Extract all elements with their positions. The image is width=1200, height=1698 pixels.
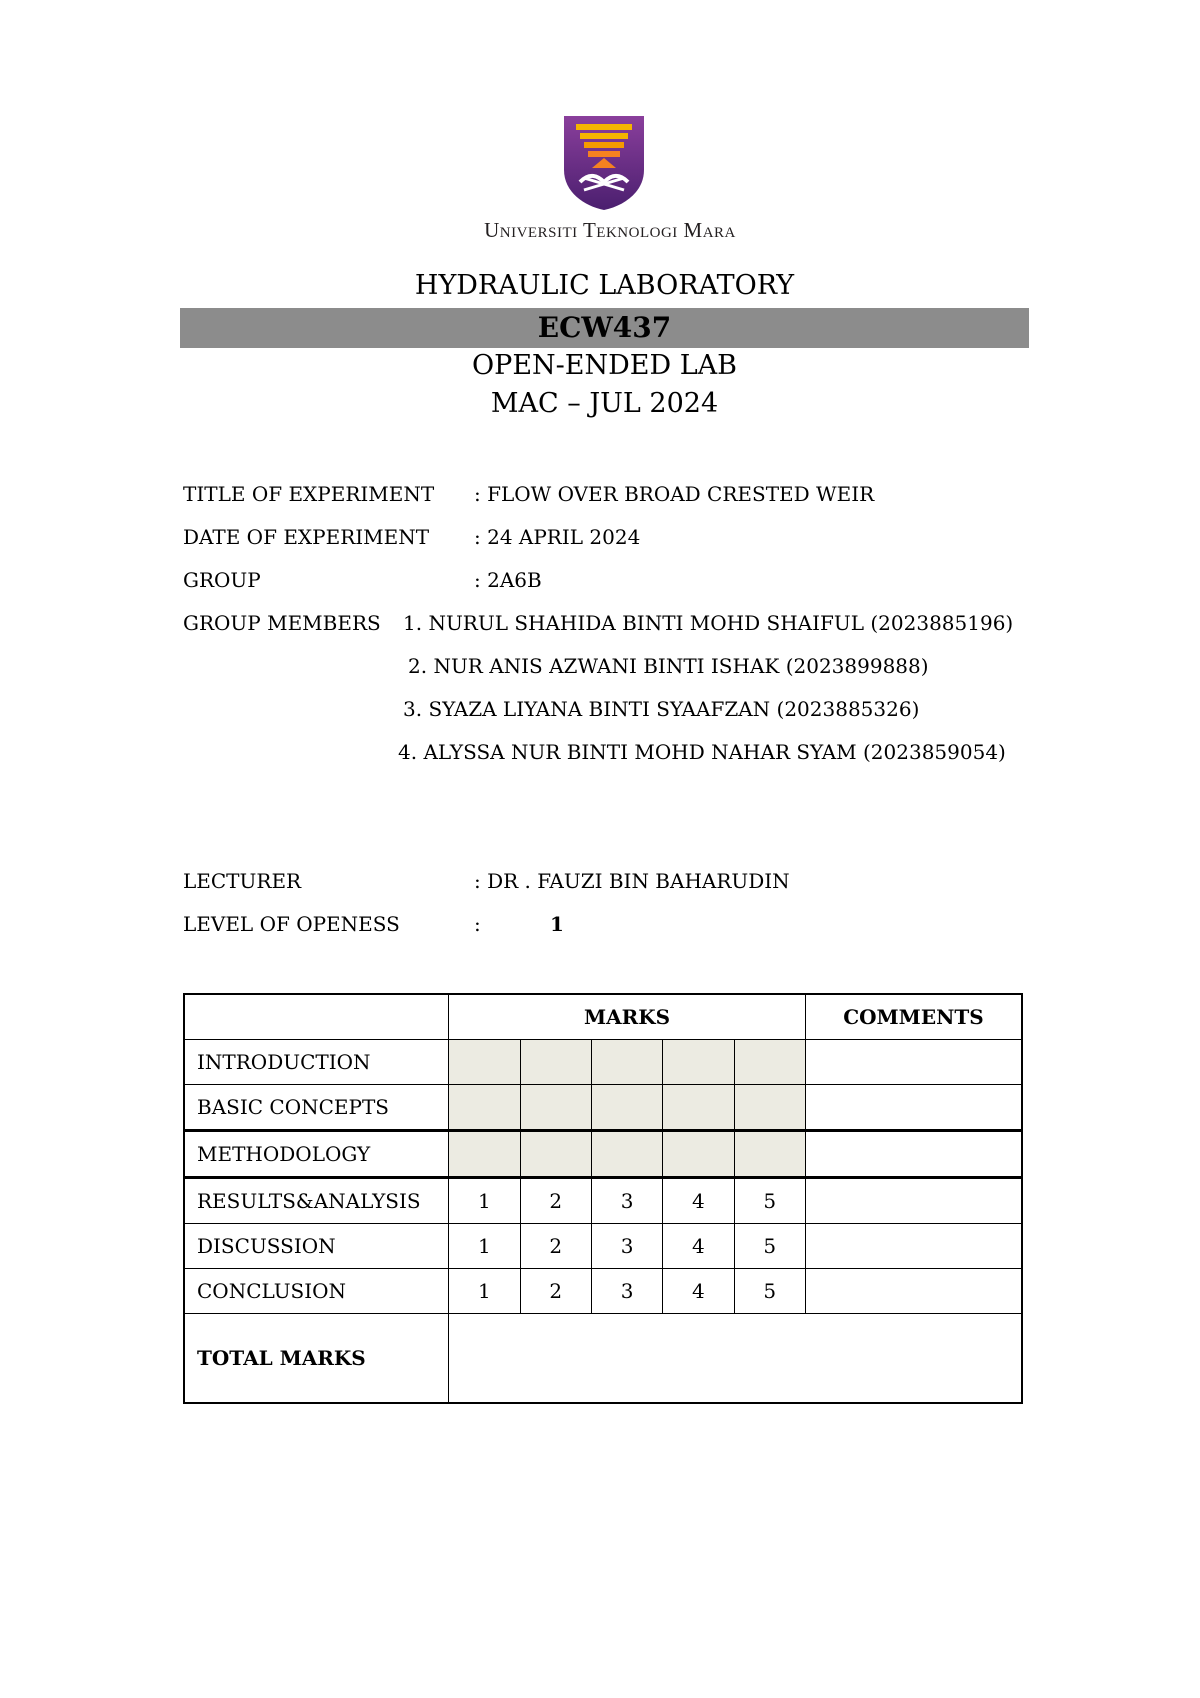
table-row [184,1131,1022,1178]
member-2: 2. NUR ANIS AZWANI BINTI ISHAK (2023899888) [408,654,929,678]
row-label: CONCLUSION [184,1269,449,1314]
lecturer-value: : DR . FAUZI BIN BAHARUDIN [474,869,790,893]
row-label: BASIC CONCEPTS [184,1085,449,1131]
score-cell[interactable]: 1 [449,1269,520,1314]
comments-header: COMMENTS [805,994,1022,1040]
total-value-cell[interactable] [449,1314,1022,1404]
score-cell[interactable] [663,1131,734,1178]
score-cell[interactable]: 5 [734,1269,805,1314]
comment-cell[interactable] [805,1178,1022,1224]
member-4: 4. ALYSSA NUR BINTI MOHD NAHAR SYAM (2023859054) [398,740,1006,764]
row-label: METHODOLOGY [184,1131,449,1178]
row-label: RESULTS&ANALYSIS [184,1178,449,1224]
score-cell[interactable]: 5 [734,1178,805,1224]
score-cell[interactable] [591,1040,662,1085]
score-cell[interactable] [663,1085,734,1131]
openness-value: 1 [550,912,564,936]
uitm-crest-icon [560,112,648,212]
corner-cell [184,994,449,1040]
comment-cell[interactable] [805,1085,1022,1131]
session: MAC – JUL 2024 [490,388,719,419]
score-cell[interactable] [734,1131,805,1178]
comment-cell[interactable] [805,1131,1022,1178]
score-cell[interactable]: 2 [520,1178,591,1224]
score-cell[interactable]: 1 [449,1224,520,1269]
group-value: : 2A6B [474,568,542,592]
lab-type: OPEN-ENDED LAB [472,350,737,381]
score-cell[interactable] [520,1085,591,1131]
lab-title: HYDRAULIC LABORATORY [414,270,795,301]
score-cell[interactable] [734,1040,805,1085]
marks-header: MARKS [449,994,806,1040]
score-cell[interactable]: 4 [663,1269,734,1314]
score-cell[interactable] [520,1040,591,1085]
title-value: : FLOW OVER BROAD CRESTED WEIR [474,482,875,506]
table-row [184,1224,1022,1269]
member-3: 3. SYAZA LIYANA BINTI SYAAFZAN (2023885326) [403,697,920,721]
score-cell[interactable]: 4 [663,1224,734,1269]
score-cell[interactable]: 1 [449,1178,520,1224]
marks-table [183,993,1023,1404]
openness-label: LEVEL OF OPENESS [183,912,400,936]
score-cell[interactable] [591,1085,662,1131]
university-name: Universiti Teknologi Mara [484,218,736,242]
row-label: DISCUSSION [184,1224,449,1269]
score-cell[interactable]: 4 [663,1178,734,1224]
group-label: GROUP [183,568,261,592]
score-cell[interactable] [449,1131,520,1178]
table-row [184,1085,1022,1131]
course-code: ECW437 [537,311,672,344]
score-cell[interactable] [591,1131,662,1178]
score-cell[interactable] [520,1131,591,1178]
members-label: GROUP MEMBERS [183,611,381,635]
table-row [184,1178,1022,1224]
total-label: TOTAL MARKS [184,1314,449,1404]
score-cell[interactable]: 5 [734,1224,805,1269]
score-cell[interactable]: 2 [520,1224,591,1269]
table-row [184,1040,1022,1085]
row-label: INTRODUCTION [184,1040,449,1085]
score-cell[interactable] [663,1040,734,1085]
comment-cell[interactable] [805,1224,1022,1269]
date-value: : 24 APRIL 2024 [474,525,641,549]
university-logo [560,112,648,212]
score-cell[interactable]: 3 [591,1178,662,1224]
total-row [184,1314,1022,1404]
score-cell[interactable]: 3 [591,1224,662,1269]
table-row [184,1269,1022,1314]
lecturer-label: LECTURER [183,869,302,893]
openness-colon: : [474,912,481,936]
member-1: 1. NURUL SHAHIDA BINTI MOHD SHAIFUL (2023885196) [403,611,1014,635]
score-cell[interactable]: 3 [591,1269,662,1314]
comment-cell[interactable] [805,1040,1022,1085]
score-cell[interactable]: 2 [520,1269,591,1314]
title-label: TITLE OF EXPERIMENT [183,482,435,506]
score-cell[interactable] [449,1085,520,1131]
comment-cell[interactable] [805,1269,1022,1314]
score-cell[interactable] [449,1040,520,1085]
score-cell[interactable] [734,1085,805,1131]
date-label: DATE OF EXPERIMENT [183,525,430,549]
